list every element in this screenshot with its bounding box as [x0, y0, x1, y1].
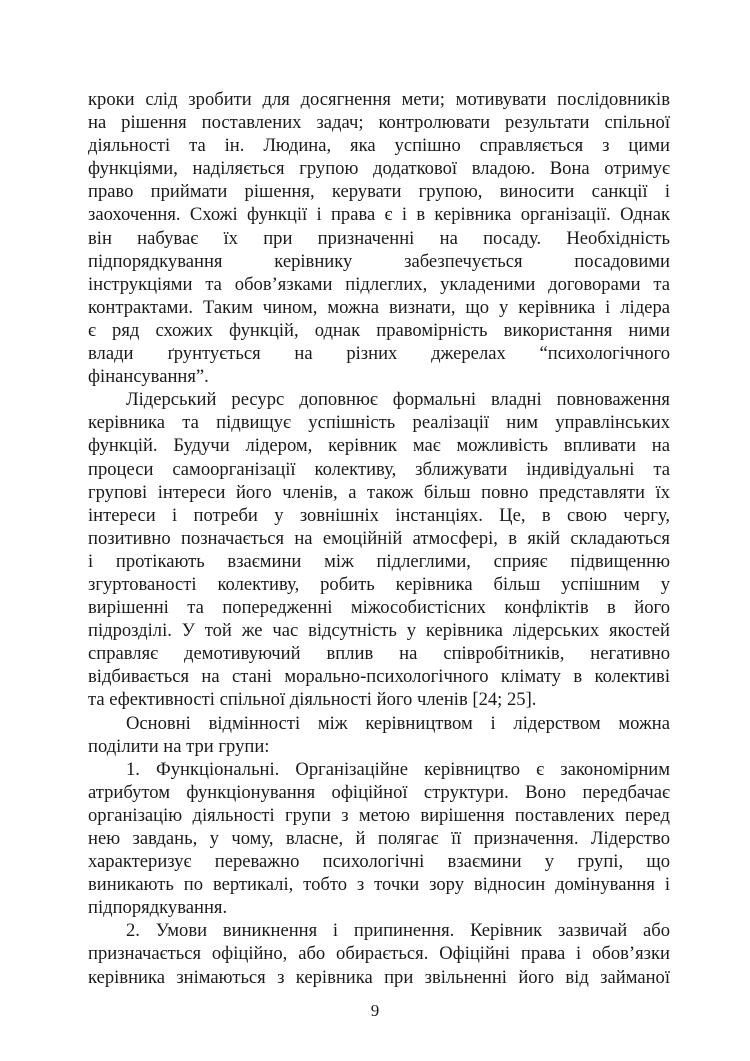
text-line: контрактами. Таким чином, можна визнати, що у керівника і лідера: [88, 296, 670, 318]
paragraph: [88, 919, 670, 988]
text-line: керівника знімаються з керівника при звільненні його від займаної: [88, 966, 670, 988]
text-line: влади ґрунтується на різних джерелах “психологічного: [88, 343, 670, 365]
text-line: характеризує переважно психологічні взаємини у групі, що: [88, 851, 670, 873]
text-line: інтереси і потреби у зовнішніх інстанціях. Це, в свою чергу,: [88, 504, 670, 526]
text-line: керівника та підвищує успішність реалізації ним управлінських: [88, 412, 670, 434]
text-line: групові інтереси його членів, а також більш повно представляти їх: [88, 481, 670, 503]
text-line: вирішенні та попередженні міжособистісних конфліктів в його: [88, 597, 670, 619]
text-line: підрозділі. У той же час відсутність у керівника лідерських якостей: [88, 620, 670, 642]
text-line: та ефективності спільної діяльності його членів [24; 25].: [88, 689, 537, 711]
text-line: інструкціями та обов’язками підлеглих, укладеними договорами та: [88, 273, 670, 295]
paragraph: [88, 758, 670, 920]
text-line: атрибутом функціонування офіційної структури. Воно передбачає: [88, 781, 670, 803]
text-line: відбивається на стані морально-психологічного клімату в колективі: [88, 666, 670, 688]
text-line: фінансування”.: [88, 366, 209, 388]
text-line: підпорядкування керівнику забезпечується посадовими: [88, 250, 670, 272]
paragraph: [88, 712, 670, 758]
text-line: поділити на три групи:: [88, 735, 270, 757]
text-line: підпорядкування.: [88, 897, 228, 919]
text-line: справляє демотивуючий вплив на співробітників, негативно: [88, 643, 670, 665]
text-line: нею завдань, у чому, власне, й полягає її призначення. Лідерство: [88, 828, 670, 849]
text-line: заохочення. Схожі функції і права є і в керівника організації. Однак: [88, 204, 670, 226]
text-line: право приймати рішення, керувати групою, виносити санкції і: [88, 181, 670, 203]
text-line: Лідерський ресурс доповнює формальні владні повноваження: [126, 389, 670, 411]
text-line: і протікають взаємини між підлеглими, сприяє підвищенню: [88, 550, 670, 572]
paragraph: [88, 388, 670, 711]
text-line: 2. Умови виникнення і припинення. Керівник зазвичай або: [126, 920, 670, 942]
text-line: на рішення поставлених задач; контролювати результати спільної: [88, 112, 670, 134]
page-number: 9: [370, 1001, 380, 1020]
paragraph: [88, 88, 670, 388]
text-line: є ряд схожих функцій, однак правомірність використання ними: [88, 319, 670, 341]
text-line: виникають по вертикалі, тобто з точки зору відносин домінування і: [88, 874, 670, 896]
text-line: кроки слід зробити для досягнення мети; мотивувати послідовників: [88, 89, 670, 110]
body-text: [88, 88, 670, 989]
text-line: згуртованості колективу, робить керівника більш успішним у: [88, 573, 670, 595]
text-line: позитивно позначається на емоційній атмосфері, в якій складаються: [88, 527, 670, 549]
text-line: 1. Функціональні. Організаційне керівництво є закономірним: [126, 758, 670, 780]
text-line: діяльності та ін. Людина, яка успішно справляється з цими: [88, 135, 670, 157]
text-line: Основні відмінності між керівництвом і лідерством можна: [126, 712, 670, 734]
text-line: призначається офіційно, або обирається. Офіційні права і обов’язки: [88, 943, 670, 965]
text-line: організацію діяльності групи з метою вирішення поставлених перед: [88, 804, 670, 826]
text-line: функціями, наділяється групою додаткової владою. Вона отримує: [88, 158, 670, 180]
text-line: функцій. Будучи лідером, керівник має можливість впливати на: [88, 435, 670, 457]
text-line: він набуває їх при призначенні на посаду. Необхідність: [88, 227, 670, 249]
text-line: процеси самоорганізації колективу, зближувати індивідуальні та: [88, 458, 670, 480]
